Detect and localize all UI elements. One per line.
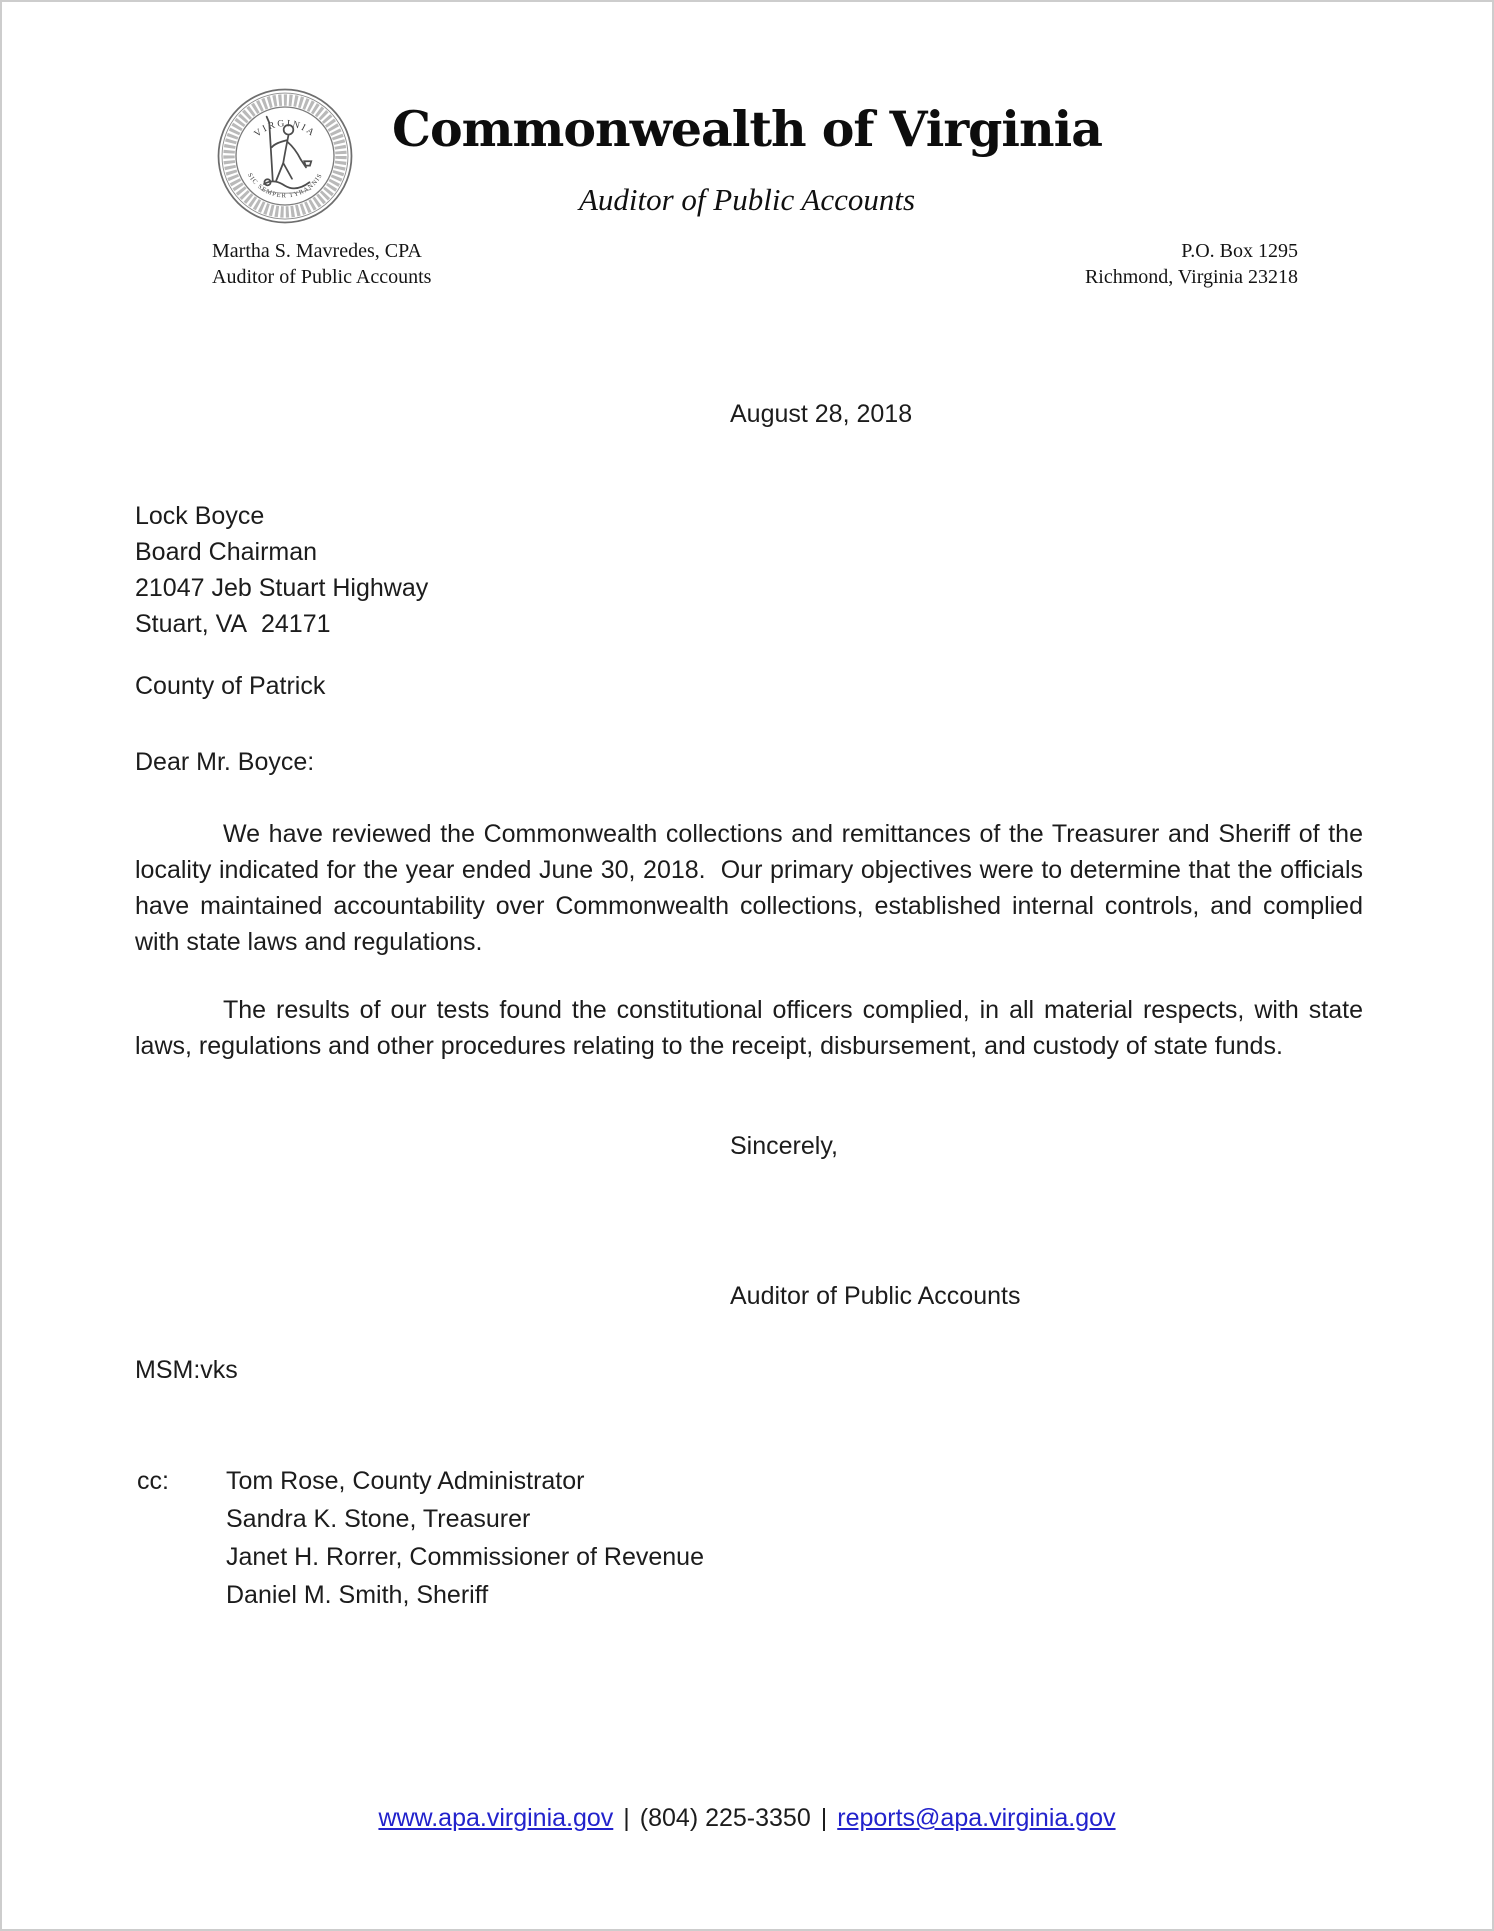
letter-date: August 28, 2018 [730, 400, 913, 428]
signature-title-row [135, 1282, 1363, 1311]
cc-name: Janet H. Rorrer, Commissioner of Revenue [226, 1543, 704, 1571]
recipient-address-block [135, 498, 428, 642]
typist-reference: MSM:vks [135, 1356, 238, 1384]
recipient-city-state-zip: Stuart, VA 24171 [135, 610, 331, 638]
footer-phone: (804) 225-3350 [639, 1804, 811, 1832]
cc-name: Daniel M. Smith, Sheriff [226, 1581, 489, 1609]
recipient-title: Board Chairman [135, 538, 318, 566]
official-name: Martha S. Mavredes, CPA [212, 240, 422, 262]
body-paragraph-2: The results of our tests found the constitutional officers complied, in all material respects, with state laws, regulations and other procedures relating to the receipt, disbursement, and custody of state funds. [135, 996, 1363, 1060]
office-address-block [1085, 238, 1298, 290]
footer-separator: | [623, 1804, 630, 1832]
office-address-line1: P.O. Box 1295 [1181, 240, 1298, 262]
recipient-street: 21047 Jeb Stuart Highway [135, 574, 429, 602]
email-link[interactable]: reports@apa.virginia.gov [837, 1804, 1116, 1832]
org-title: Commonwealth of Virginia [392, 100, 1102, 158]
signature-title: Auditor of Public Accounts [730, 1282, 1021, 1310]
cc-name: Sandra K. Stone, Treasurer [226, 1505, 531, 1533]
website-link[interactable]: www.apa.virginia.gov [378, 1804, 614, 1832]
seal-bottom-text: SIC SEMPER TYRANNIS [245, 172, 325, 200]
cc-name: Tom Rose, County Administrator [226, 1467, 585, 1495]
official-block [212, 238, 431, 290]
footer [2, 1800, 1492, 1836]
cc-names [226, 1462, 704, 1614]
letter-date-row [135, 400, 1363, 429]
seal-top-text: VIRGINIA [252, 118, 318, 140]
office-address-line2: Richmond, Virginia 23218 [1084, 266, 1298, 288]
closing-row [135, 1132, 1363, 1161]
cc-block [137, 1462, 704, 1614]
locality-line: County of Patrick [135, 672, 326, 700]
official-title: Auditor of Public Accounts [212, 266, 432, 288]
recipient-name: Lock Boyce [135, 502, 265, 530]
salutation: Dear Mr. Boyce: [135, 748, 315, 776]
org-subtitle: Auditor of Public Accounts [578, 182, 916, 217]
footer-separator: | [820, 1804, 828, 1832]
cc-label: cc: [137, 1467, 169, 1495]
closing: Sincerely, [730, 1132, 838, 1160]
body-paragraph-1: We have reviewed the Commonwealth collections and remittances of the Treasurer and Sheriff of the locality indicated for the year ended June 30, 2018. Our primary objectives were to determine that the officials have maintained accountability over Commonwealth collections, established internal controls, and complied with state laws and regulations. [135, 820, 1363, 956]
